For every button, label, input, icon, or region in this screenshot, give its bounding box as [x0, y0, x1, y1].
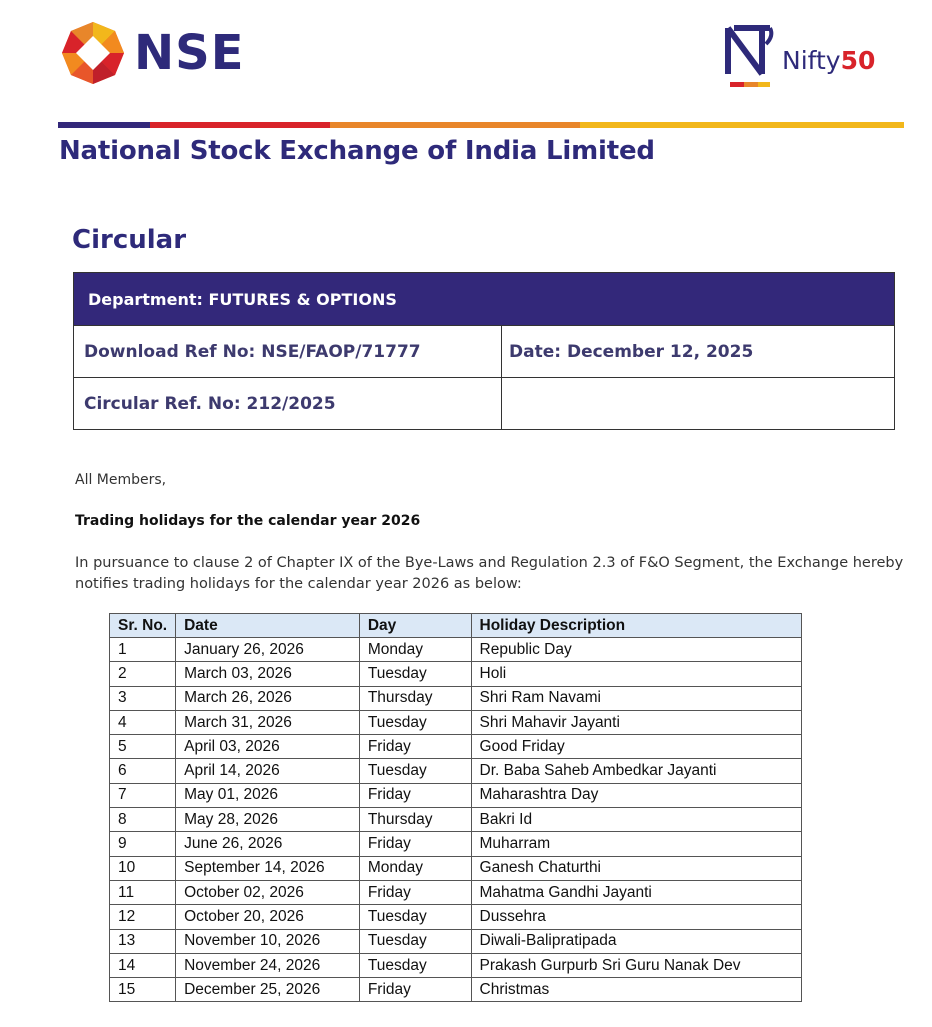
header-sr-no: Sr. No.	[110, 614, 176, 638]
day-cell: Tuesday	[359, 929, 471, 953]
day-cell: Tuesday	[359, 905, 471, 929]
day-cell: Friday	[359, 978, 471, 1002]
header-color-band	[58, 122, 904, 128]
description-cell: Maharashtra Day	[471, 783, 801, 807]
holiday-table	[109, 613, 802, 1002]
table-row	[110, 929, 802, 953]
table-header-row	[110, 614, 802, 638]
nifty50-logo	[722, 22, 875, 90]
day-cell: Tuesday	[359, 759, 471, 783]
date-cell: April 03, 2026	[176, 735, 360, 759]
date-cell: October 20, 2026	[176, 905, 360, 929]
date-cell: September 14, 2026	[176, 856, 360, 880]
day-cell: Friday	[359, 783, 471, 807]
description-cell: Shri Mahavir Jayanti	[471, 710, 801, 734]
date-cell: March 26, 2026	[176, 686, 360, 710]
description-cell: Mahatma Gandhi Jayanti	[471, 880, 801, 904]
sr-no-cell: 14	[110, 953, 176, 977]
table-row	[110, 856, 802, 880]
day-cell: Friday	[359, 832, 471, 856]
date-cell: March 03, 2026	[176, 662, 360, 686]
day-cell: Tuesday	[359, 710, 471, 734]
day-cell: Thursday	[359, 686, 471, 710]
download-ref: Download Ref No: NSE/FAOP/71777	[74, 326, 502, 377]
table-row	[110, 759, 802, 783]
sr-no-cell: 1	[110, 638, 176, 662]
date-cell: June 26, 2026	[176, 832, 360, 856]
description-cell: Bakri Id	[471, 808, 801, 832]
info-row-circular-ref	[74, 377, 894, 429]
description-cell: Ganesh Chaturthi	[471, 856, 801, 880]
description-cell: Shri Ram Navami	[471, 686, 801, 710]
nifty-logo-text: Nifty50	[782, 45, 876, 75]
date-cell: January 26, 2026	[176, 638, 360, 662]
header-date: Date	[176, 614, 360, 638]
date-cell: November 24, 2026	[176, 953, 360, 977]
table-row	[110, 735, 802, 759]
nse-logo-icon	[62, 22, 124, 84]
info-row-download	[74, 325, 894, 377]
table-row	[110, 880, 802, 904]
date-cell: October 02, 2026	[176, 880, 360, 904]
sr-no-cell: 7	[110, 783, 176, 807]
table-row	[110, 953, 802, 977]
description-cell: Prakash Gurpurb Sri Guru Nanak Dev	[471, 953, 801, 977]
date-cell: March 31, 2026	[176, 710, 360, 734]
description-cell: Republic Day	[471, 638, 801, 662]
circular-title: Circular	[72, 225, 187, 255]
header-description: Holiday Description	[471, 614, 801, 638]
description-cell: Dussehra	[471, 905, 801, 929]
table-row	[110, 978, 802, 1002]
day-cell: Tuesday	[359, 662, 471, 686]
empty-cell	[502, 378, 894, 429]
nse-logo	[62, 22, 245, 84]
date-cell: December 25, 2026	[176, 978, 360, 1002]
sr-no-cell: 4	[110, 710, 176, 734]
nse-logo-text: NSE	[134, 25, 245, 81]
organization-title: National Stock Exchange of India Limited	[59, 136, 655, 166]
day-cell: Thursday	[359, 808, 471, 832]
description-cell: Holi	[471, 662, 801, 686]
description-cell: Diwali-Balipratipada	[471, 929, 801, 953]
circular-date: Date: December 12, 2025	[509, 341, 754, 362]
sr-no-cell: 12	[110, 905, 176, 929]
sr-no-cell: 13	[110, 929, 176, 953]
department-header: Department: FUTURES & OPTIONS	[74, 273, 894, 325]
table-row	[110, 905, 802, 929]
date-cell: April 14, 2026	[176, 759, 360, 783]
date-cell: May 01, 2026	[176, 783, 360, 807]
description-cell: Christmas	[471, 978, 801, 1002]
table-row	[110, 808, 802, 832]
table-row	[110, 832, 802, 856]
description-cell: Dr. Baba Saheb Ambedkar Jayanti	[471, 759, 801, 783]
sr-no-cell: 9	[110, 832, 176, 856]
description-cell: Muharram	[471, 832, 801, 856]
date-cell: November 10, 2026	[176, 929, 360, 953]
date-cell: May 28, 2026	[176, 808, 360, 832]
description-cell: Good Friday	[471, 735, 801, 759]
salutation: All Members,	[75, 472, 167, 488]
table-row	[110, 686, 802, 710]
sr-no-cell: 5	[110, 735, 176, 759]
circular-ref: Circular Ref. No: 212/2025	[74, 378, 502, 429]
circular-info-box	[73, 272, 895, 430]
sr-no-cell: 3	[110, 686, 176, 710]
sr-no-cell: 2	[110, 662, 176, 686]
table-row	[110, 638, 802, 662]
day-cell: Friday	[359, 880, 471, 904]
sr-no-cell: 8	[110, 808, 176, 832]
body-paragraph: In pursuance to clause 2 of Chapter IX of the Bye-Laws and Regulation 2.3 of F&O Segment, the Exchange hereby notifies trading holidays for the calendar year 2026 as below:	[75, 555, 904, 592]
day-cell: Tuesday	[359, 953, 471, 977]
subject-line: Trading holidays for the calendar year 2026	[75, 513, 421, 529]
day-cell: Monday	[359, 638, 471, 662]
sr-no-cell: 6	[110, 759, 176, 783]
sr-no-cell: 15	[110, 978, 176, 1002]
nifty-logo-icon	[722, 22, 778, 90]
table-row	[110, 662, 802, 686]
table-row	[110, 783, 802, 807]
sr-no-cell: 10	[110, 856, 176, 880]
day-cell: Friday	[359, 735, 471, 759]
sr-no-cell: 11	[110, 880, 176, 904]
day-cell: Monday	[359, 856, 471, 880]
table-row	[110, 710, 802, 734]
header-day: Day	[359, 614, 471, 638]
